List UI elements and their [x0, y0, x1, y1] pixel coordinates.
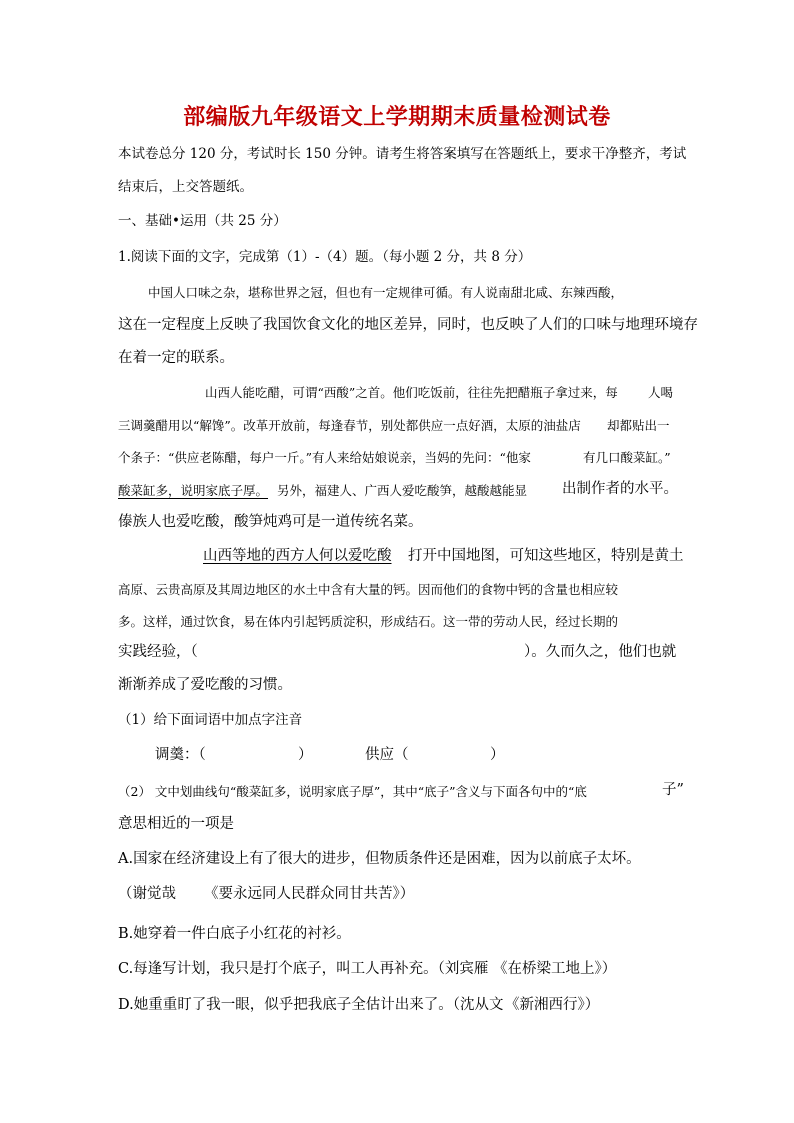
option-a-source-author: （谢觉哉: [118, 886, 176, 902]
sub-question-2-line-2: 意思相近的一项是: [118, 816, 234, 832]
passage2-line-1b: 人喝: [648, 385, 674, 400]
passage1-line-2: 这在一定程度上反映了我国饮食文化的地区差异，同时，也反映了人们的口味与地理环境存: [118, 317, 698, 333]
intro-line-1: 本试卷总分 120 分，考试时长 150 分钟。请考生将答案填写在答题纸上，要求干净整齐，考试: [118, 146, 687, 162]
pinyin-item-2: 供应（: [365, 747, 409, 763]
underlined-subtitle: 山西等地的西方人何以爱吃酸: [203, 548, 392, 564]
option-d: D.她重重盯了我一眼，似乎把我底子全估计出来了。（沈从文: [118, 997, 504, 1013]
passage2-line-2a: 三调羹醋用以“解馋”。改革开放前，每逢春节，别处都供应一点好酒，太原的油盐店: [118, 418, 581, 433]
passage2-line-5: 傣族人也爱吃酸，酸笋炖鸡可是一道传统名菜。: [118, 514, 423, 530]
passage3-line-2: 高原、云贵高原及其周边地区的水土中含有大量的钙。因而他们的食物中钙的含量也相应较: [118, 582, 619, 597]
option-d-source-title: 《新湘西行》）: [505, 997, 600, 1013]
section-heading: 一、基础•运用（共 25 分）: [118, 213, 287, 229]
passage2-line-4b: 出制作者的水平。: [562, 481, 678, 497]
sub-question-2-line-1a: （2） 文中划曲线句“酸菜缸多，说明家底子厚”，其中“底子”含义与下面各句中的“底: [118, 784, 587, 799]
passage2-line-3b: 有几口酸菜缸。”: [583, 450, 671, 465]
intro-line-2: 结束后，上交答题纸。: [118, 179, 253, 195]
pinyin-item-1: 调羹：（: [155, 747, 206, 763]
passage3-line-1a: 打开中国地图，可知这些地区，特别是黄土: [408, 548, 684, 564]
wavy-underlined-sentence: 酸菜缸多，说明家底子厚。: [118, 483, 269, 498]
option-a-source-title: 《要永远同人民群众同甘共苦》）: [204, 886, 415, 902]
passage1-line-3: 在着一定的联系。: [118, 350, 234, 366]
pinyin-item-1-close: ）: [298, 747, 313, 763]
passage3-line-5: 渐渐养成了爱吃酸的习惯。: [118, 677, 292, 693]
pinyin-item-2-close: ）: [490, 747, 505, 763]
passage2-line-4a: 另外，福建人、广西人爱吃酸笋，越酸越能显: [277, 483, 528, 498]
option-c: C.每逢写计划，我只是打个底子，叫工人再补充。（刘宾雁 《在桥梁工地上》）: [118, 961, 617, 977]
sub-question-2-line-1b: 子”: [662, 782, 684, 798]
passage3-line-4b: ）。久而久之，他们也就: [524, 644, 677, 660]
passage3-line-4a: 实践经验，（: [118, 644, 198, 660]
passage1-line-1: 中国人口味之杂，堪称世界之冠，但也有一定规律可循。有人说南甜北咸、东辣西酸，: [148, 285, 624, 300]
sub-question-1: （1）给下面词语中加点字注音: [118, 712, 303, 728]
passage2-line-3a: 个条子：“供应老陈醋，每户一斤。”有人来给姑娘说亲，当妈的先问：“他家: [118, 450, 531, 465]
option-b: B.她穿着一件白底子小红花的衬衫。: [118, 926, 351, 942]
page-title: 部编版九年级语文上学期期末质量检测试卷: [183, 105, 611, 130]
passage2-line-1a: 山西人能吃醋，可谓“西酸”之首。他们吃饭前，往往先把醋瓶子拿过来，每: [205, 385, 618, 400]
option-a: A.国家在经济建设上有了很大的进步，但物质条件还是困难，因为以前底子太坏。: [118, 851, 641, 867]
question-1: 1.阅读下面的文字，完成第（1）-（4）题。（每小题 2 分，共 8 分）: [118, 249, 532, 265]
passage2-line-2b: 却都贴出一: [607, 418, 670, 433]
passage3-line-3: 多。这样，通过饮食，易在体内引起钙质淀积，形成结石。这一带的劳动人民，经过长期的: [118, 614, 619, 629]
